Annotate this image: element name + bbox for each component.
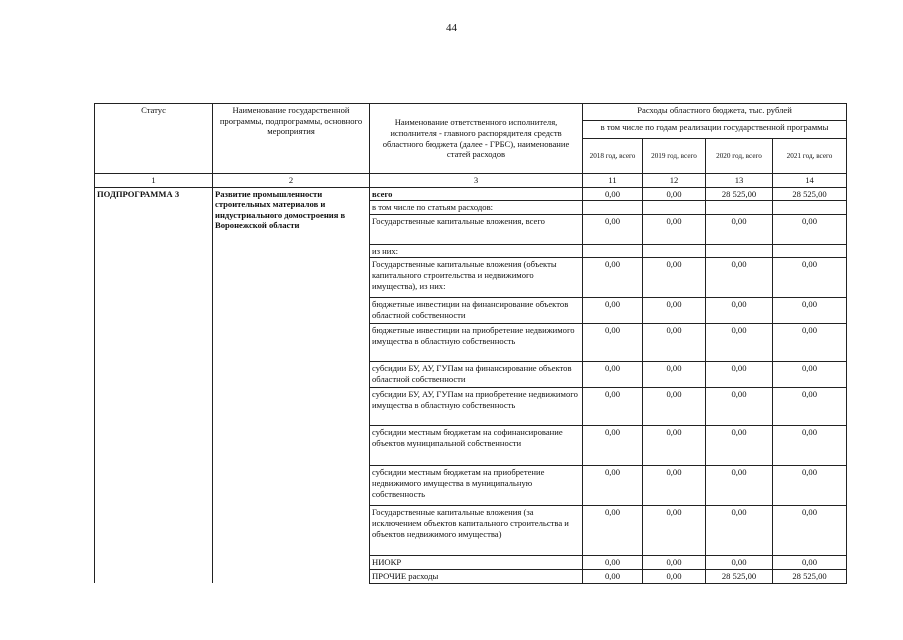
value-2019 <box>643 244 706 258</box>
value-2020: 0,00 <box>706 466 773 506</box>
value-2018: 0,00 <box>583 466 643 506</box>
header-year-2021: 2021 год, всего <box>773 139 847 174</box>
header-executor: Наименование ответственного исполнителя, исполнителя - главного распорядителя средств областного бюджета (далее - ГРБС), наименование статей расходов <box>370 104 583 174</box>
row-label: Государственные капитальные вложения (за исключением объектов капитального строительства и объектов недвижимого имущества) <box>370 506 583 556</box>
value-2019: 0,00 <box>643 569 706 583</box>
value-2020: 0,00 <box>706 258 773 298</box>
value-2019: 0,00 <box>643 388 706 426</box>
value-2018: 0,00 <box>583 258 643 298</box>
value-2018: 0,00 <box>583 324 643 362</box>
header-by-years: в том числе по годам реализации государственной программы <box>583 121 847 139</box>
value-2018 <box>583 201 643 215</box>
value-2020: 0,00 <box>706 426 773 466</box>
row-label: субсидии местным бюджетам на софинансирование объектов муниципальной собственности <box>370 426 583 466</box>
row-label: бюджетные инвестиции на финансирование объектов областной собственности <box>370 298 583 324</box>
index-cell: 12 <box>643 174 706 188</box>
value-2020: 0,00 <box>706 506 773 556</box>
value-2020 <box>706 244 773 258</box>
header-row-1 <box>95 104 847 121</box>
index-cell: 3 <box>370 174 583 188</box>
value-2019: 0,00 <box>643 466 706 506</box>
value-2019: 0,00 <box>643 324 706 362</box>
row-label: из них: <box>370 244 583 258</box>
value-2021: 0,00 <box>773 556 847 570</box>
index-cell: 2 <box>213 174 370 188</box>
page-number: 44 <box>446 22 457 34</box>
value-2020: 0,00 <box>706 298 773 324</box>
value-2021: 0,00 <box>773 298 847 324</box>
row-label: субсидии местным бюджетам на приобретение недвижимого имущества в муниципальную собственность <box>370 466 583 506</box>
row-label: НИОКР <box>370 556 583 570</box>
row-label: ПРОЧИЕ расходы <box>370 569 583 583</box>
value-2020: 0,00 <box>706 362 773 388</box>
value-2021 <box>773 201 847 215</box>
value-2021: 0,00 <box>773 388 847 426</box>
value-2018 <box>583 244 643 258</box>
value-2021: 28 525,00 <box>773 187 847 201</box>
index-cell: 14 <box>773 174 847 188</box>
value-2018: 0,00 <box>583 506 643 556</box>
value-2020 <box>706 201 773 215</box>
status-cell: ПОДПРОГРАММА 3 <box>95 187 213 583</box>
value-2020: 0,00 <box>706 556 773 570</box>
header-year-2018: 2018 год, всего <box>583 139 643 174</box>
value-2018: 0,00 <box>583 569 643 583</box>
value-2020: 0,00 <box>706 214 773 244</box>
table-row <box>95 187 847 201</box>
header-status: Статус <box>95 104 213 174</box>
value-2020: 0,00 <box>706 324 773 362</box>
index-cell: 13 <box>706 174 773 188</box>
value-2019: 0,00 <box>643 426 706 466</box>
budget-table <box>94 103 847 584</box>
value-2018: 0,00 <box>583 388 643 426</box>
header-expenses: Расходы областного бюджета, тыс. рублей <box>583 104 847 121</box>
row-label: Государственные капитальные вложения, всего <box>370 214 583 244</box>
value-2018: 0,00 <box>583 298 643 324</box>
value-2020: 0,00 <box>706 388 773 426</box>
index-cell: 11 <box>583 174 643 188</box>
value-2021: 0,00 <box>773 466 847 506</box>
value-2019: 0,00 <box>643 506 706 556</box>
program-name-cell: Развитие промышленности строительных материалов и индустриального домостроения в Воронежской области <box>213 187 370 583</box>
value-2019: 0,00 <box>643 214 706 244</box>
row-label: в том числе по статьям расходов: <box>370 201 583 215</box>
value-2021: 0,00 <box>773 362 847 388</box>
value-2021: 0,00 <box>773 426 847 466</box>
value-2018: 0,00 <box>583 362 643 388</box>
value-2021: 0,00 <box>773 506 847 556</box>
value-2020: 28 525,00 <box>706 569 773 583</box>
header-year-2019: 2019 год, всего <box>643 139 706 174</box>
value-2018: 0,00 <box>583 214 643 244</box>
value-2019: 0,00 <box>643 556 706 570</box>
value-2019 <box>643 201 706 215</box>
value-2018: 0,00 <box>583 556 643 570</box>
row-label: Государственные капитальные вложения (объекты капитального строительства и недвижимого имущества), из них: <box>370 258 583 298</box>
row-label: бюджетные инвестиции на приобретение недвижимого имущества в областную собственность <box>370 324 583 362</box>
value-2019: 0,00 <box>643 298 706 324</box>
value-2021: 28 525,00 <box>773 569 847 583</box>
value-2019: 0,00 <box>643 362 706 388</box>
row-label: всего <box>370 187 583 201</box>
value-2019: 0,00 <box>643 187 706 201</box>
header-program-name: Наименование государственной программы, подпрограммы, основного мероприятия <box>213 104 370 174</box>
value-2021 <box>773 244 847 258</box>
value-2019: 0,00 <box>643 258 706 298</box>
header-year-2020: 2020 год, всего <box>706 139 773 174</box>
index-cell: 1 <box>95 174 213 188</box>
index-row <box>95 174 847 188</box>
value-2021: 0,00 <box>773 258 847 298</box>
row-label: субсидии БУ, АУ, ГУПам на финансирование объектов областной собственности <box>370 362 583 388</box>
value-2021: 0,00 <box>773 214 847 244</box>
value-2018: 0,00 <box>583 187 643 201</box>
value-2020: 28 525,00 <box>706 187 773 201</box>
value-2021: 0,00 <box>773 324 847 362</box>
value-2018: 0,00 <box>583 426 643 466</box>
row-label: субсидии БУ, АУ, ГУПам на приобретение недвижимого имущества в областную собственность <box>370 388 583 426</box>
